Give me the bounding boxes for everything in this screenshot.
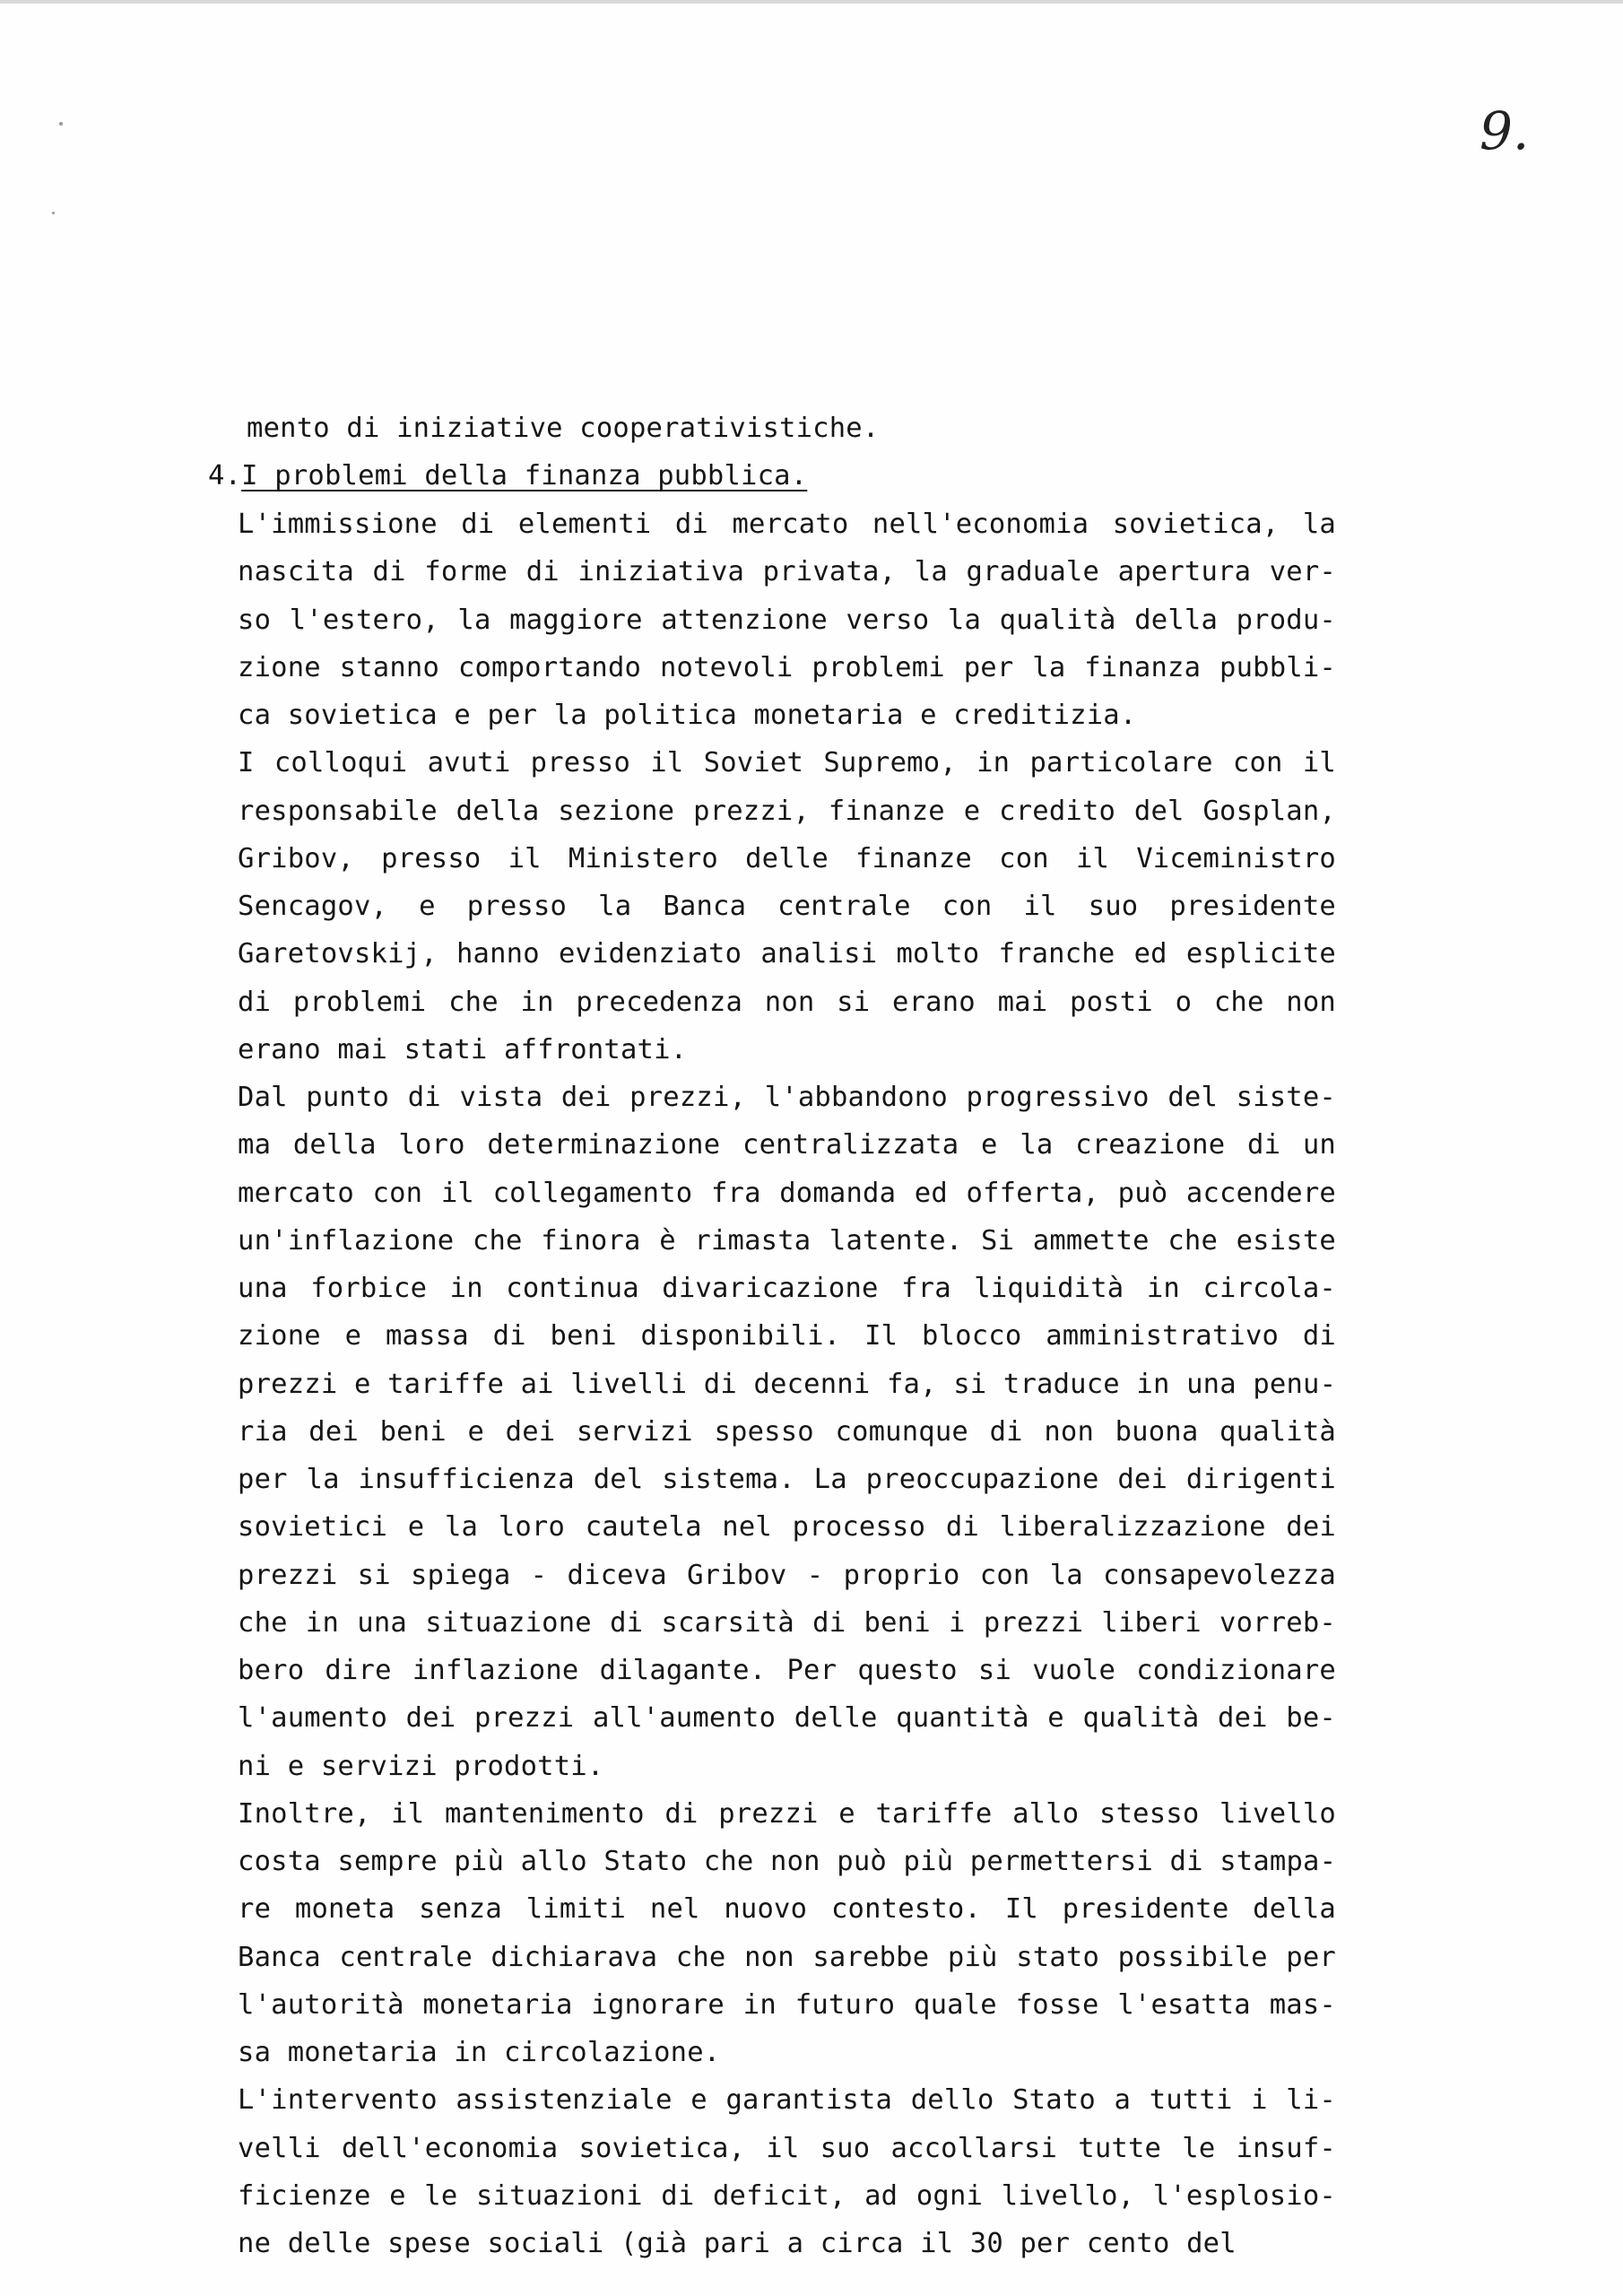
- text-line: l'aumento dei prezzi all'aumento delle quantità e qualità dei be-: [238, 1702, 1336, 1734]
- section-heading: [208, 460, 808, 491]
- text-line: sa monetaria in circolazione.: [238, 2037, 721, 2068]
- text-line: di problemi che in precedenza non si erano mai posti o che non: [238, 987, 1336, 1018]
- page-number: 9.: [1480, 100, 1530, 161]
- text-line: Sencagov, e presso la Banca centrale con il suo presidente: [238, 891, 1336, 922]
- text-line: nascita di forme di iniziativa privata, la graduale apertura ver-: [238, 556, 1336, 587]
- text-line: sovietici e la loro cautela nel processo di liberalizzazione dei: [238, 1511, 1336, 1543]
- text-line: ne delle spese sociali (già pari a circa il 30 per cento del: [238, 2228, 1237, 2259]
- text-line: che in una situazione di scarsità di beni i prezzi liberi vorreb-: [238, 1607, 1336, 1639]
- scan-speck: [59, 122, 63, 126]
- text-line: zione stanno comportando notevoli problemi per la finanza pubbli-: [238, 652, 1336, 683]
- text-line: bero dire inflazione dilagante. Per questo si vuole condizionare: [238, 1655, 1336, 1686]
- text-line: costa sempre più allo Stato che non può più permettersi di stampa-: [238, 1846, 1337, 1877]
- scan-top-edge: [0, 0, 1623, 4]
- text-line: ma della loro determinazione centralizzata e la creazione di un: [238, 1129, 1336, 1161]
- section-number: 4.: [208, 460, 242, 491]
- text-line: Dal punto di vista dei prezzi, l'abbandono progressivo del siste-: [238, 1082, 1336, 1113]
- text-line: re moneta senza limiti nel nuovo contesto. Il presidente della: [238, 1893, 1336, 1925]
- text-line: Garetovskij, hanno evidenziato analisi molto franche ed esplicite: [238, 938, 1336, 970]
- section-title: I problemi della finanza pubblica.: [241, 460, 808, 491]
- text-line: prezzi e tariffe ai livelli di decenni fa, si traduce in una penu-: [238, 1369, 1337, 1400]
- text-line: L'intervento assistenziale e garantista dello Stato a tutti i li-: [238, 2084, 1336, 2116]
- text-line: una forbice in continua divaricazione fra liquidità in circola-: [238, 1273, 1336, 1304]
- text-line: velli dell'economia sovietica, il suo accollarsi tutte le insuf-: [238, 2133, 1336, 2164]
- text-line: responsabile della sezione prezzi, finanze e credito del Gosplan,: [238, 796, 1336, 827]
- text-line: prezzi si spiega - diceva Gribov - proprio con la consapevolezza: [238, 1560, 1336, 1591]
- text-line: Gribov, presso il Ministero delle finanze con il Viceministro: [238, 843, 1336, 874]
- text-line: I colloqui avuti presso il Soviet Supremo, in particolare con il: [238, 747, 1336, 778]
- text-line: ca sovietica e per la politica monetaria e creditizia.: [238, 700, 1137, 731]
- text-line: zione e massa di beni disponibili. Il blocco amministrativo di: [238, 1320, 1336, 1352]
- text-line: mercato con il collegamento fra domanda ed offerta, può accendere: [238, 1178, 1336, 1209]
- text-line: so l'estero, la maggiore attenzione verso la qualità della produ-: [238, 604, 1336, 636]
- text-line: L'immissione di elementi di mercato nell'economia sovietica, la: [238, 509, 1336, 540]
- opening-line: mento di iniziative cooperativistiche.: [247, 413, 880, 444]
- text-line: ria dei beni e dei servizi spesso comunque di non buona qualità: [238, 1416, 1336, 1448]
- text-line: un'inflazione che finora è rimasta latente. Si ammette che esiste: [238, 1225, 1336, 1257]
- text-line: Banca centrale dichiarava che non sarebbe più stato possibile per: [238, 1942, 1336, 1973]
- text-line: per la insufficienza del sistema. La preoccupazione dei dirigenti: [238, 1464, 1336, 1495]
- scan-speck: [52, 212, 55, 214]
- text-line: erano mai stati affrontati.: [238, 1034, 688, 1065]
- text-line: l'autorità monetaria ignorare in futuro quale fosse l'esatta mas-: [238, 1989, 1336, 2021]
- text-line: Inoltre, il mantenimento di prezzi e tariffe allo stesso livello: [238, 1798, 1336, 1830]
- text-line: ficienze e le situazioni di deficit, ad ogni livello, l'esplosio-: [238, 2180, 1336, 2212]
- text-line: ni e servizi prodotti.: [238, 1751, 604, 1782]
